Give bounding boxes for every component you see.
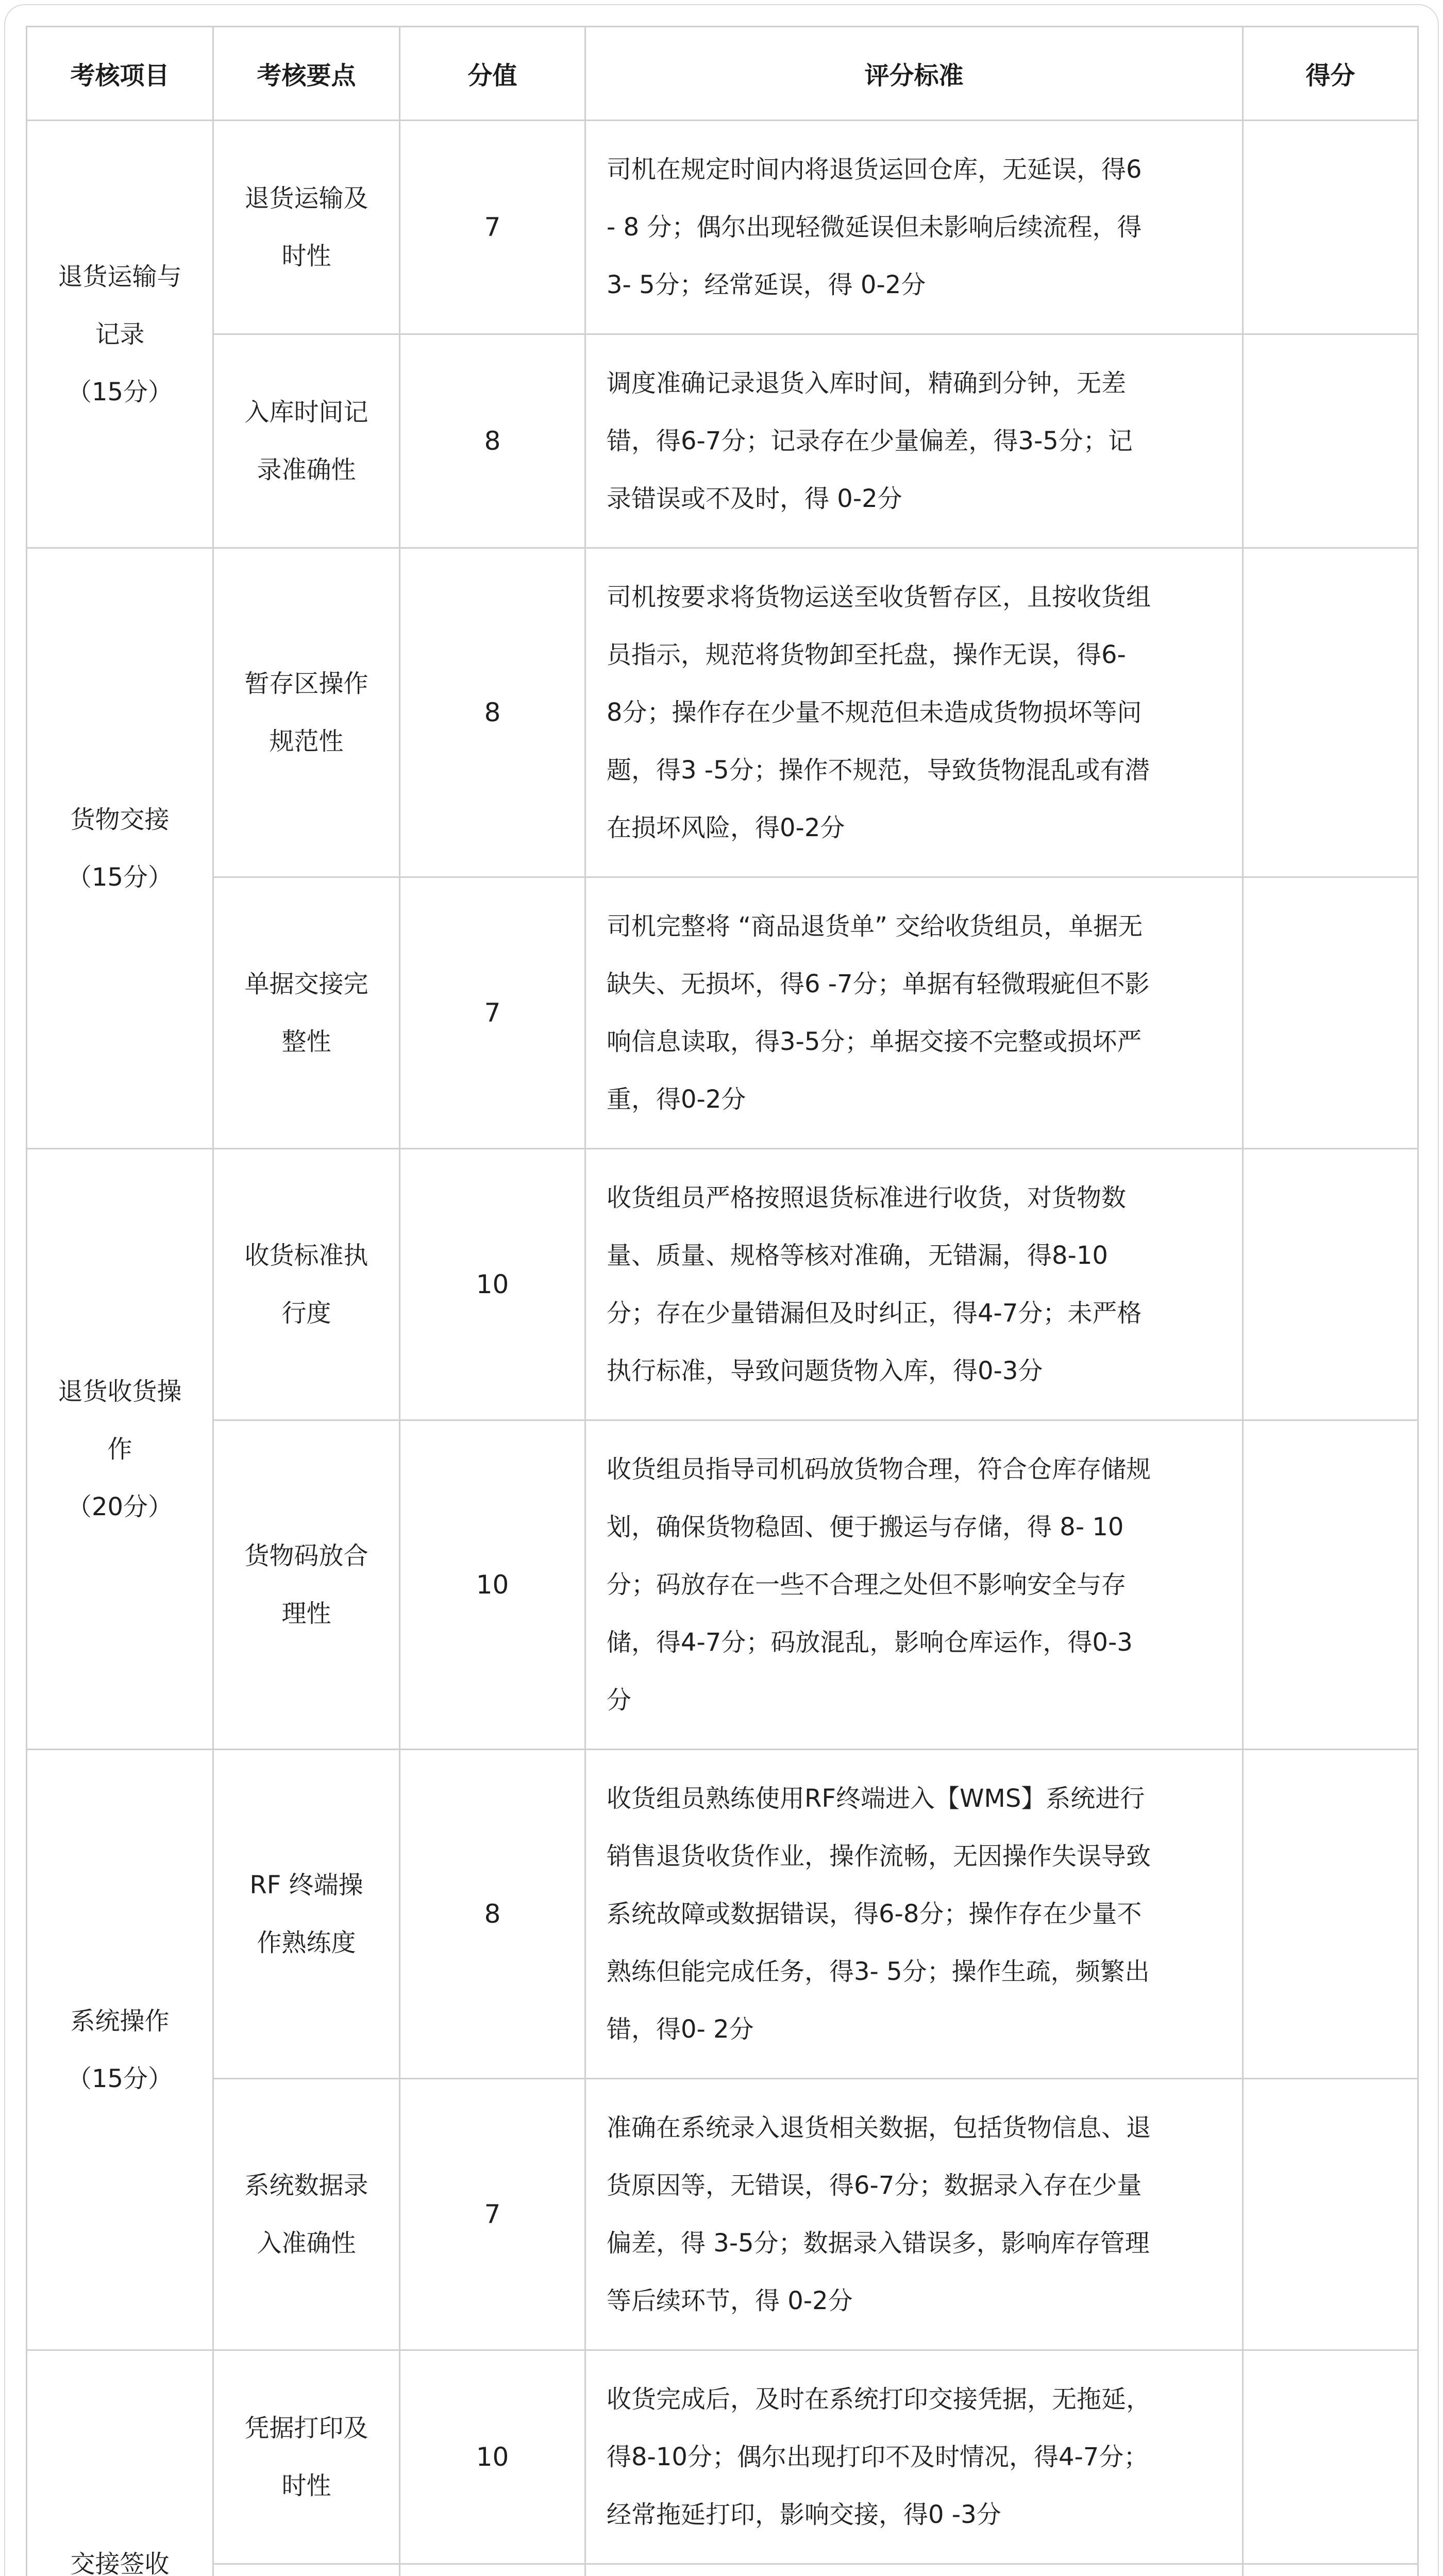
text-line: RF 终端操 (249, 1871, 363, 1900)
score-value-cell: 8 (400, 1750, 585, 2079)
header-obtained: 得分 (1243, 27, 1418, 121)
score-value-cell: 7 (400, 877, 585, 1149)
text-line: 缺失、无损坏，得6 -7分；单据有轻微瑕疵但不影 (607, 970, 1150, 998)
assessment-item-cell (27, 1149, 213, 1750)
text-line: 划，确保货物稳固、便于搬运与存储，得 8- 10 (607, 1513, 1124, 1541)
score-value-cell: 10 (400, 1149, 585, 1420)
table-row (27, 2079, 1418, 2350)
text-line: 错，得0- 2分 (607, 2015, 754, 2044)
text-line: 响信息读取，得3-5分；单据交接不完整或损坏严 (607, 1027, 1142, 1056)
obtained-score-cell (1243, 1149, 1418, 1420)
table-row (27, 121, 1418, 334)
header-point: 考核要点 (213, 27, 400, 121)
assessment-point-cell (213, 2564, 400, 2576)
text-line: 收货组员严格按照退货标准进行收货，对货物数 (607, 1183, 1127, 1212)
text-line: 货物码放合 (244, 1541, 368, 1570)
text-line: 熟练但能完成任务，得3- 5分；操作生疏，频繁出 (607, 1957, 1150, 1986)
criteria-cell (585, 1149, 1243, 1420)
text-line: - 8 分；偶尔出现轻微延误但未影响后续流程，得 (607, 213, 1142, 242)
text-line: 入准确性 (257, 2229, 356, 2258)
text-line: 分；码放存在一些不合理之处但不影响安全与存 (607, 1570, 1127, 1599)
table-row (27, 2350, 1418, 2564)
criteria-cell (585, 1420, 1243, 1750)
assessment-point-cell (213, 2350, 400, 2564)
text-line: 8分；操作存在少量不规范但未造成货物损坏等问 (607, 698, 1142, 727)
text-line: （20分） (66, 1492, 173, 1521)
text-line: 退货运输与 (58, 262, 182, 291)
text-line: 理性 (281, 1599, 331, 1628)
text-line: 销售退货收货作业，操作流畅，无因操作失误导致 (607, 1842, 1151, 1871)
header-score: 分值 (400, 27, 585, 121)
text-line: （15分） (66, 2064, 173, 2093)
text-line: 录准确性 (257, 455, 356, 484)
table-row (27, 548, 1418, 877)
criteria-cell (585, 1750, 1243, 2079)
table-header-row (27, 27, 1418, 121)
text-line: 3- 5分；经常延误，得 0-2分 (607, 270, 926, 299)
obtained-score-cell (1243, 334, 1418, 548)
header-item: 考核项目 (27, 27, 213, 121)
criteria-cell (585, 334, 1243, 548)
assessment-item-cell (27, 548, 213, 1149)
text-line: 货原因等，无错误，得6-7分；数据录入存在少量 (607, 2171, 1142, 2200)
text-line: 交接签收 (70, 2549, 170, 2576)
text-line: 得8-10分；偶尔出现打印不及时情况，得4-7分； (607, 2443, 1149, 2471)
text-line: 时性 (281, 242, 331, 270)
text-line: 司机完整将 “商品退货单” 交给收货组员，单据无 (607, 912, 1143, 941)
table-row (27, 2564, 1418, 2576)
text-line: 时性 (281, 2471, 331, 2500)
table-row (27, 1149, 1418, 1420)
obtained-score-cell (1243, 2564, 1418, 2576)
score-value-cell (400, 2564, 585, 2576)
text-line: 记录 (95, 319, 145, 349)
table-row (27, 877, 1418, 1149)
criteria-cell (585, 2350, 1243, 2564)
text-line: 司机按要求将货物运送至收货暂存区，且按收货组 (607, 583, 1151, 612)
text-line: 司机在规定时间内将退货运回仓库，无延误，得6 (607, 155, 1142, 184)
text-line: 错，得6-7分；记录存在少量偏差，得3-5分；记 (607, 427, 1133, 455)
scoring-table (26, 26, 1419, 2576)
text-line: 系统故障或数据错误，得6-8分；操作存在少量不 (607, 1900, 1142, 1928)
obtained-score-cell (1243, 121, 1418, 334)
text-line: 量、质量、规格等核对准确，无错漏，得8-10 (607, 1241, 1108, 1270)
criteria-cell (585, 548, 1243, 877)
obtained-score-cell (1243, 877, 1418, 1149)
text-line: 作熟练度 (257, 1928, 356, 1957)
obtained-score-cell (1243, 2079, 1418, 2350)
assessment-item-cell (27, 121, 213, 548)
text-line: 作 (107, 1434, 132, 1464)
table-row (27, 1420, 1418, 1750)
text-line: 货物交接 (70, 805, 170, 834)
text-line: 分 (607, 1686, 632, 1715)
text-line: （15分） (66, 862, 173, 892)
score-value-cell: 8 (400, 548, 585, 877)
obtained-score-cell (1243, 1750, 1418, 2079)
score-value-cell: 10 (400, 1420, 585, 1750)
text-line: 经常拖延打印，影响交接，得0 -3分 (607, 2500, 1001, 2529)
obtained-score-cell (1243, 2350, 1418, 2564)
text-line: 单据交接完 (244, 970, 368, 998)
assessment-point-cell (213, 1420, 400, 1750)
text-line: 录错误或不及时，得 0-2分 (607, 484, 902, 513)
assessment-point-cell (213, 334, 400, 548)
score-value-cell: 7 (400, 2079, 585, 2350)
score-value-cell: 8 (400, 334, 585, 548)
text-line: 系统操作 (70, 2006, 170, 2036)
text-line: 收货标准执 (244, 1241, 368, 1270)
text-line: 收货组员熟练使用RF终端进入【WMS】系统进行 (607, 1784, 1145, 1813)
text-line: 执行标准，导致问题货物入库，得0-3分 (607, 1357, 1043, 1385)
text-line: 入库时间记 (244, 398, 368, 427)
table-body (27, 121, 1418, 2576)
assessment-point-cell (213, 1750, 400, 2079)
text-line: 调度准确记录退货入库时间，精确到分钟，无差 (607, 369, 1127, 398)
criteria-cell (585, 2079, 1243, 2350)
text-line: 行度 (281, 1299, 331, 1328)
table-card (4, 4, 1439, 2576)
assessment-point-cell (213, 877, 400, 1149)
text-line: 退货收货操 (58, 1377, 182, 1406)
text-line: 规范性 (269, 727, 344, 756)
text-line: 等后续环节，得 0-2分 (607, 2286, 853, 2315)
text-line: 分；存在少量错漏但及时纠正，得4-7分；未严格 (607, 1299, 1142, 1328)
text-line: 重，得0-2分 (607, 1085, 746, 1114)
text-line: 收货完成后，及时在系统打印交接凭据，无拖延， (607, 2385, 1151, 2414)
text-line: 系统数据录 (244, 2171, 368, 2200)
criteria-cell (585, 2564, 1243, 2576)
text-line: 收货组员指导司机码放货物合理，符合仓库存储规 (607, 1455, 1151, 1484)
text-line: 员指示，规范将货物卸至托盘，操作无误，得6- (607, 640, 1126, 669)
assessment-item-cell (27, 2350, 213, 2576)
assessment-point-cell (213, 2079, 400, 2350)
text-line: 在损坏风险，得0-2分 (607, 814, 845, 842)
assessment-point-cell (213, 548, 400, 877)
text-line: 准确在系统录入退货相关数据，包括货物信息、退 (607, 2113, 1151, 2142)
table-row (27, 334, 1418, 548)
text-line: （15分） (66, 377, 173, 406)
text-line: 偏差，得 3-5分；数据录入错误多，影响库存管理 (607, 2229, 1150, 2258)
score-value-cell: 7 (400, 121, 585, 334)
assessment-point-cell (213, 121, 400, 334)
criteria-cell (585, 877, 1243, 1149)
text-line: 凭据打印及 (244, 2414, 368, 2443)
text-line: 暂存区操作 (244, 669, 368, 698)
text-line: 储，得4-7分；码放混乱，影响仓库运作，得0-3 (607, 1628, 1133, 1657)
obtained-score-cell (1243, 1420, 1418, 1750)
obtained-score-cell (1243, 548, 1418, 877)
text-line: 整性 (281, 1027, 331, 1056)
text-line: 退货运输及 (244, 184, 368, 213)
table-row (27, 1750, 1418, 2079)
assessment-item-cell (27, 1750, 213, 2350)
assessment-point-cell (213, 1149, 400, 1420)
score-value-cell: 10 (400, 2350, 585, 2564)
text-line: 题，得3 -5分；操作不规范，导致货物混乱或有潜 (607, 756, 1150, 785)
header-criteria: 评分标准 (585, 27, 1243, 121)
criteria-cell (585, 121, 1243, 334)
